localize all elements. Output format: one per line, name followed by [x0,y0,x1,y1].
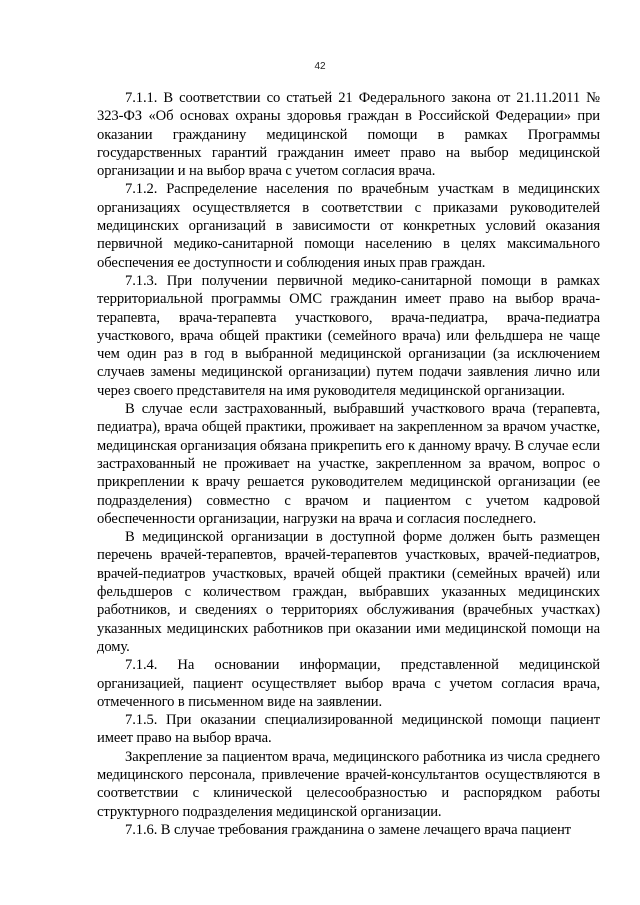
paragraph-7-1-4: 7.1.4. На основании информации, представленной медицинской организацией, пациент осуществляет выбор врача с учетом согласия врача, отмеченного в письменном виде на заявлении. [97,657,600,710]
document-body [97,89,600,839]
paragraph-7-1-3: 7.1.3. При получении первичной медико-санитарной помощи в рамках территориальной программы ОМС гражданин имеет право на выбор врача-терапевта, врача-терапевта участкового, врача-педиатра, врача-педиатра участкового, врача общей практики (семейного врача) или фельдшера не чаще чем один раз в год в выбранной медицинской организации (за исключением случаев замены медицинской организации) путем подачи заявления лично или через своего представителя на имя руководителя медицинской организации. [97,272,600,399]
paragraph-7-1-3-local-doctor: В случае если застрахованный, выбравший участкового врача (терапевта, педиатра), врача общей практики, проживает на закрепленном за врачом участке, медицинская организация обязана прикрепить его к данному врачу. В случае если застрахованный не проживает на участке, закрепленном за врачом, вопрос о прикреплении к врачу решается руководителем медицинской организации (ее подразделения) совместно с врачом и пациентом с учетом кадровой обеспеченности организации, нагрузки на врача и согласия последнего. [97,401,600,527]
paragraph-7-1-5-assignment: Закрепление за пациентом врача, медицинского работника из числа среднего медицинского персонала, привлечение врачей-консультантов осуществляются в соответствии с клинической целесообразностью и распорядком работы структурного подразделения медицинской организации. [97,748,600,820]
paragraph-7-1-3-doctor-list: В медицинской организации в доступной форме должен быть размещен перечень врачей-терапевтов, врачей-терапевтов участковых, врачей-педиатров, врачей-педиатров участковых, врачей общей практики (семейных врачей) или фельдшеров с количеством граждан, выбравших указанных медицинских работников, и сведениях о территориях обслуживания (врачебных участках) указанных медицинских работников при оказании ими медицинской помощи на дому. [97,529,600,655]
paragraph-7-1-1: 7.1.1. В соответствии со статьей 21 Федерального закона от 21.11.2011 № 323-ФЗ «Об основах охраны здоровья граждан в Российской Федерации» при оказании гражданину медицинской помощи в рамках Программы государственных гарантий гражданин имеет право на выбор медицинской организации и на выбор врача с учетом согласия врача. [97,90,600,180]
paragraph-7-1-2: 7.1.2. Распределение населения по врачебным участкам в медицинских организациях осуществляется в соответствии с приказами руководителей медицинских организаций в зависимости от конкретных условий оказания первичной медико-санитарной помощи населению в целях максимального обеспечения ее доступности и соблюдения иных прав граждан. [97,181,600,271]
paragraph-7-1-5: 7.1.5. При оказании специализированной медицинской помощи пациент имеет право на выбор врача. [97,712,600,747]
page-number: 42 [314,61,326,72]
paragraph-7-1-6: 7.1.6. В случае требования гражданина о замене лечащего врача пациент [125,821,571,838]
